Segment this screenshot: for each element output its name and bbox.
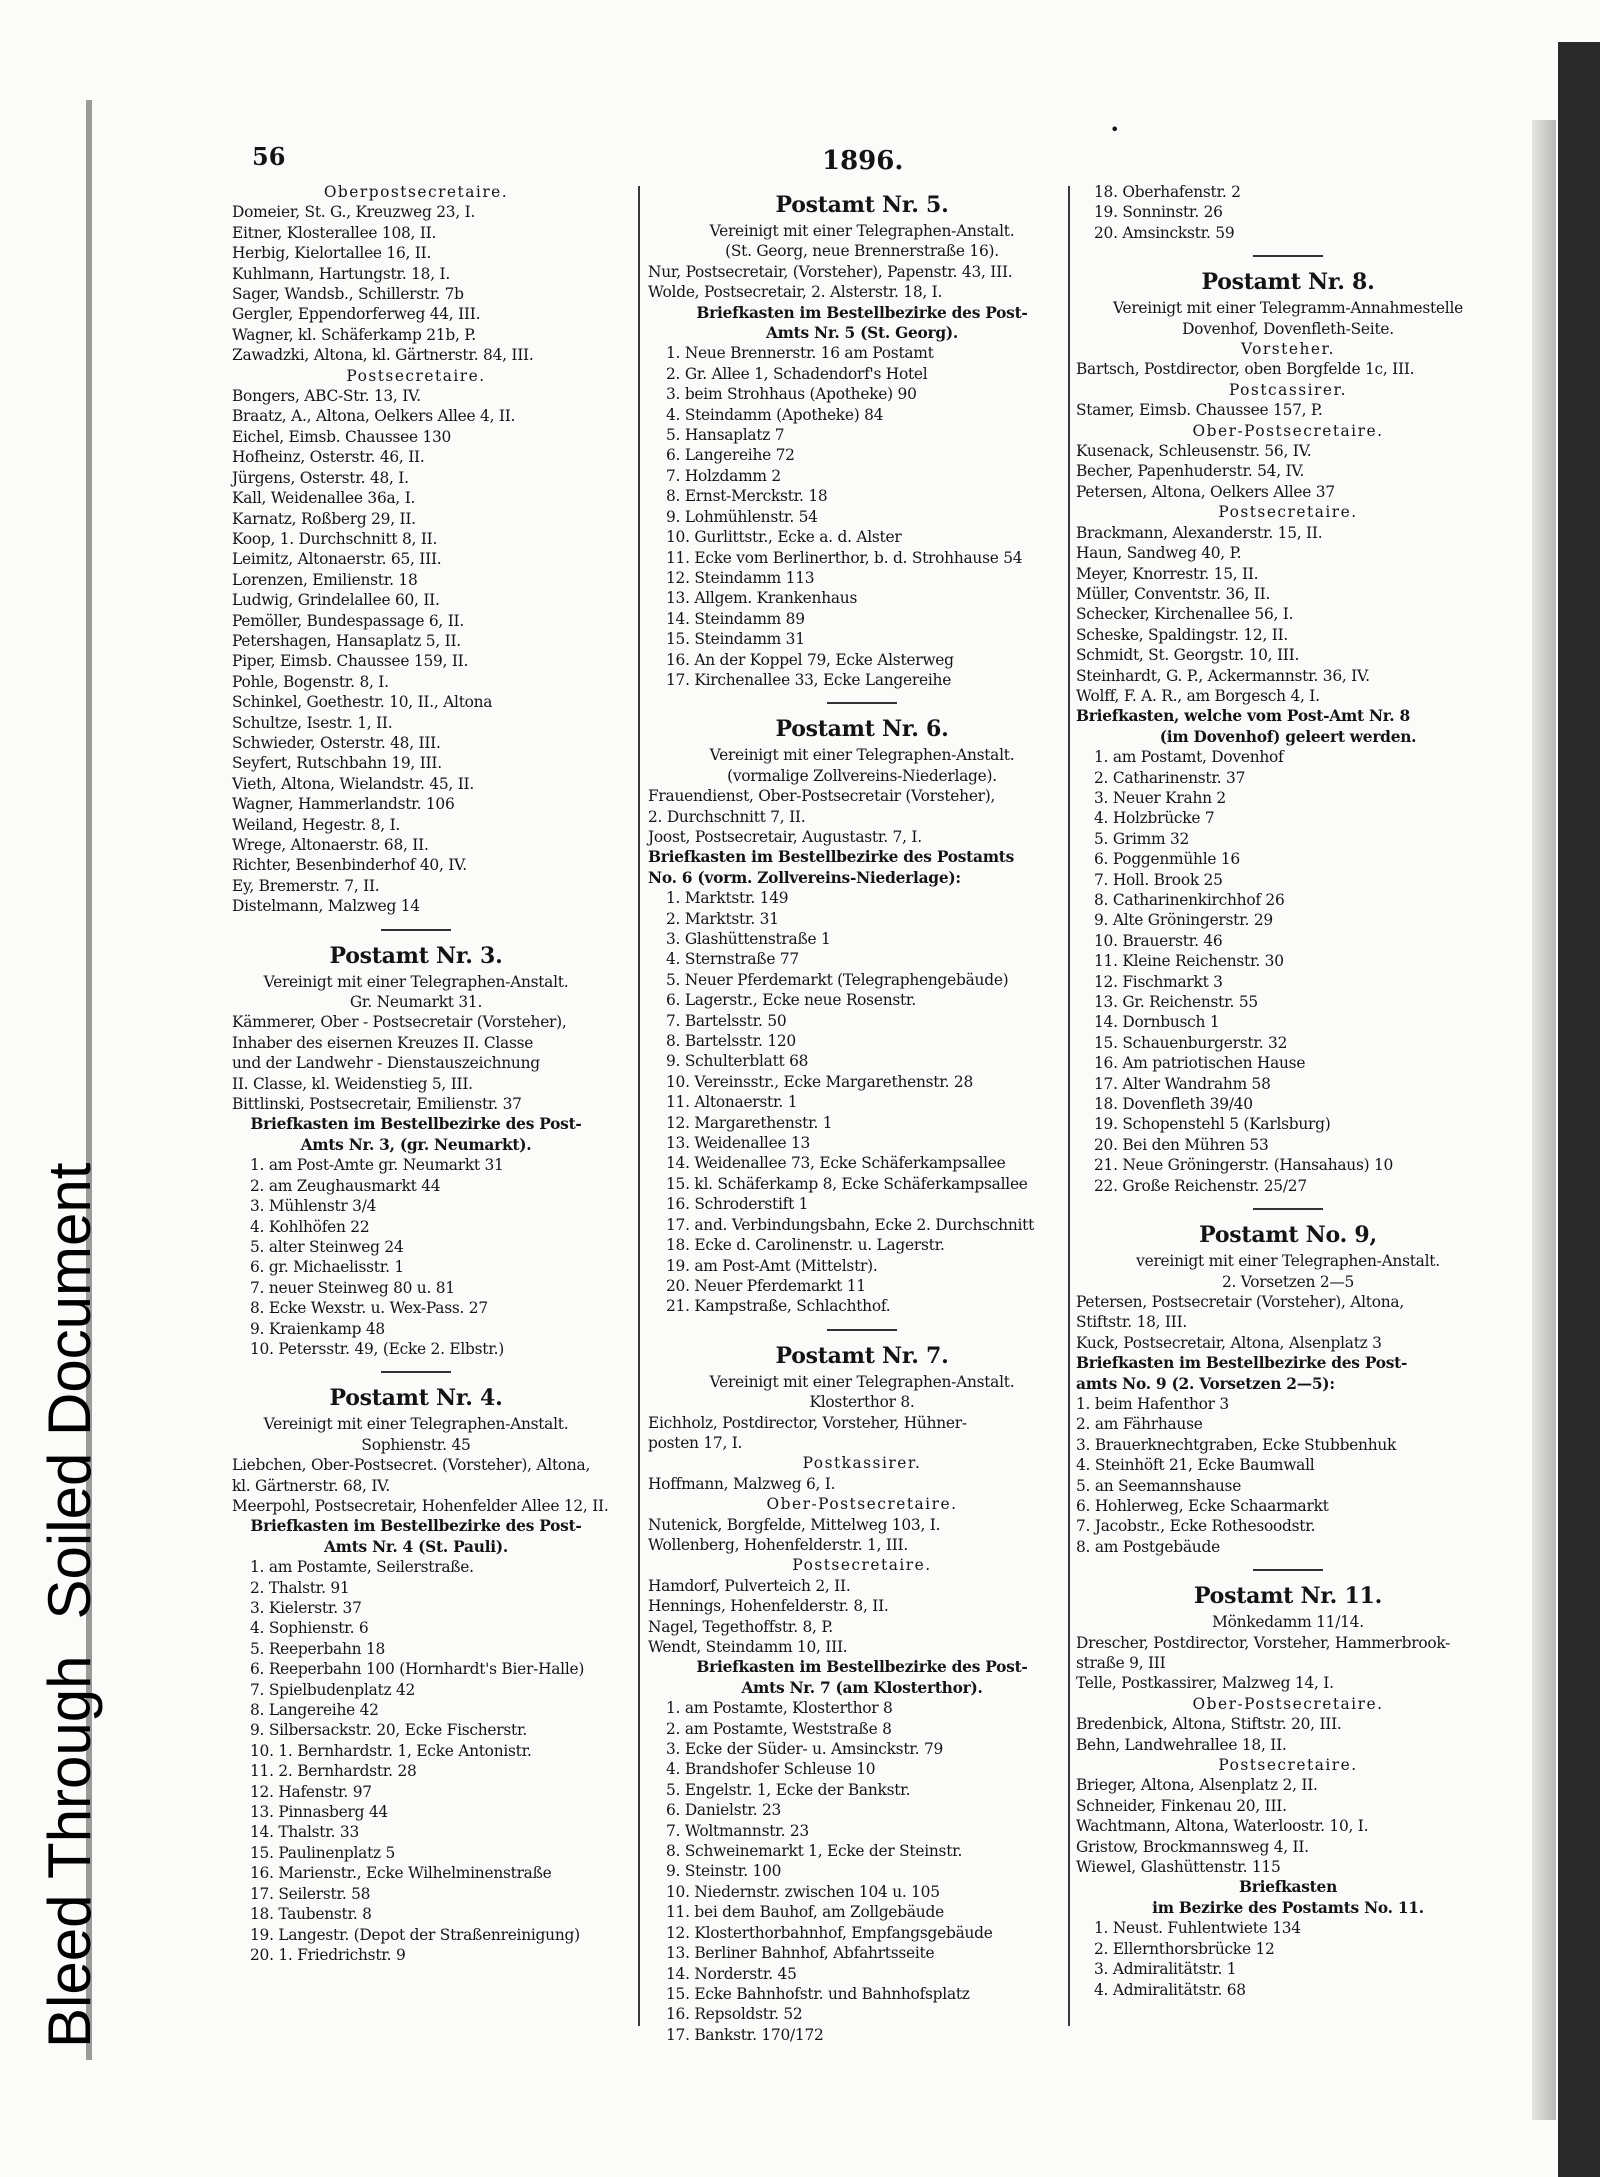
entry-line: Schmidt, St. Georgstr. 10, III. [1076, 646, 1300, 665]
mailbox-entry: 8. Langereihe 42 [250, 1701, 379, 1720]
mailbox-entry: 19. am Post-Amt (Mittelstr). [666, 1256, 878, 1275]
briefkasten-heading: Briefkasten im Bestellbezirke des Post- [1076, 1354, 1408, 1373]
mailbox-entry: 5. Reeperbahn 18 [250, 1639, 386, 1658]
entry-line: Bartsch, Postdirector, oben Borgfelde 1c, III. [1076, 360, 1415, 379]
section-divider [827, 702, 897, 704]
entry-line: Petersen, Altona, Oelkers Allee 37 [1076, 482, 1335, 501]
mailbox-entry: 9. Lohmühlenstr. 54 [666, 507, 818, 526]
mailbox-entry: 14. Weidenallee 73, Ecke Schäferkampsallee [666, 1154, 1006, 1173]
entry-line: Jürgens, Osterstr. 48, I. [232, 468, 409, 487]
mailbox-entry: 16. Am patriotischen Hause [1094, 1054, 1306, 1073]
entry-line: Lorenzen, Emilienstr. 18 [232, 570, 418, 589]
entry-line: straße 9, III [1076, 1654, 1166, 1672]
mailbox-entry: 7. Holl. Brook 25 [1094, 870, 1223, 889]
mailbox-entry: 21. Neue Gröningerstr. (Hansahaus) 10 [1094, 1156, 1394, 1175]
entry-line: Hennings, Hohenfelderstr. 8, II. [648, 1597, 889, 1616]
mailbox-entry: 19. Schopenstehl 5 (Karlsburg) [1094, 1115, 1331, 1134]
entry-line: Petershagen, Hansaplatz 5, II. [232, 631, 461, 650]
entry-line: Kusenack, Schleusenstr. 56, IV. [1076, 442, 1312, 461]
entry-line: Distelmann, Malzweg 14 [232, 897, 420, 916]
section-subheading: Oberpostsecretaire. [323, 183, 509, 201]
briefkasten-heading: Briefkasten im Bestellbezirke des Post- [250, 1115, 582, 1134]
mailbox-entry: 14. Norderstr. 45 [666, 1964, 797, 1983]
mailbox-entry: 7. Bartelsstr. 50 [666, 1011, 787, 1030]
entry-line: Becher, Papenhuderstr. 54, IV. [1076, 462, 1305, 481]
section-subheading: Ober-Postsecretaire. [1192, 1694, 1384, 1713]
mailbox-entry: 12. Steindamm 113 [666, 568, 815, 587]
section-subheading: 2. Vorsetzen 2—5 [1221, 1272, 1355, 1291]
mailbox-entry: 16. Marienstr., Ecke Wilhelminenstraße [250, 1864, 552, 1883]
entry-line: Brackmann, Alexanderstr. 15, II. [1076, 523, 1323, 542]
section-subheading: Vereinigt mit einer Telegraphen-Anstalt. [263, 1415, 569, 1434]
entry-line: Pohle, Bogenstr. 8, I. [232, 672, 389, 691]
briefkasten-heading: im Bezirke des Postamts No. 11. [1152, 1898, 1424, 1917]
section-subheading: Vereinigt mit einer Telegramm-Annahmestelle [1113, 299, 1463, 318]
entry-line: Koop, 1. Durchschnitt 8, II. [232, 529, 438, 548]
entry-line: Domeier, St. G., Kreuzweg 23, I. [232, 203, 476, 222]
mailbox-entry: 7. Holzdamm 2 [666, 466, 781, 485]
entry-line: Herbig, Kielortallee 16, II. [232, 244, 432, 263]
entry-line: Schultze, Isestr. 1, II. [232, 713, 393, 732]
entry-line: Schecker, Kirchenallee 56, I. [1076, 605, 1294, 624]
section-divider [1253, 1569, 1323, 1571]
section-subheading: vereinigt mit einer Telegraphen-Anstalt. [1136, 1252, 1440, 1271]
entry-line: Wiewel, Glashüttenstr. 115 [1076, 1858, 1281, 1877]
entry-line: Inhaber des eisernen Kreuzes II. Classe [232, 1033, 534, 1052]
section-subheading: Postkassirer. [802, 1454, 922, 1473]
entry-line: Pemöller, Bundespassage 6, II. [232, 611, 465, 630]
mailbox-entry: 20. Amsinckstr. 59 [1094, 223, 1235, 242]
mailbox-entry: 12. Margarethenstr. 1 [666, 1113, 833, 1132]
mailbox-entry: 5. Engelstr. 1, Ecke der Bankstr. [666, 1780, 911, 1799]
mailbox-entry: 8. Bartelsstr. 120 [666, 1032, 796, 1051]
briefkasten-heading: Briefkasten im Bestellbezirke des Postamts [648, 848, 1015, 867]
section-subheading: Postsecretaire. [1218, 1756, 1358, 1775]
postamt-heading: Postamt No. 9, [1199, 1222, 1377, 1249]
mailbox-entry: 10. Brauerstr. 46 [1094, 931, 1223, 950]
postamt-heading: Postamt Nr. 3. [329, 942, 503, 969]
mailbox-entry: 15. Steindamm 31 [666, 630, 805, 649]
entry-line: Sager, Wandsb., Schillerstr. 7b [232, 285, 464, 304]
mailbox-entry: 3. Admiralitätstr. 1 [1094, 1960, 1237, 1979]
mailbox-entry: 2. am Zeughausmarkt 44 [250, 1176, 441, 1195]
mailbox-entry: 22. Große Reichenstr. 25/27 [1094, 1176, 1307, 1195]
section-subheading: Postcassirer. [1228, 380, 1348, 399]
section-subheading: Postsecretaire. [346, 366, 486, 385]
mailbox-entry: 3. Kielerstr. 37 [250, 1599, 362, 1617]
section-subheading: Ober-Postsecretaire. [766, 1495, 958, 1514]
entry-line: Richter, Besenbinderhof 40, IV. [232, 856, 467, 875]
entry-line: Brieger, Altona, Alsenplatz 2, II. [1076, 1776, 1318, 1795]
entry-line: Kämmerer, Ober - Postsecretair (Vorsteher), [232, 1013, 567, 1032]
mailbox-entry: 11. bei dem Bauhof, am Zollgebäude [666, 1903, 944, 1922]
briefkasten-heading: amts No. 9 (2. Vorsetzen 2—5): [1076, 1374, 1335, 1393]
entry-line: Meyer, Knorrestr. 15, II. [1076, 564, 1259, 583]
section-subheading: Vereinigt mit einer Telegraphen-Anstalt. [709, 222, 1015, 240]
mailbox-entry: 3. beim Strohhaus (Apotheke) 90 [666, 385, 917, 404]
section-subheading: Mönkedamm 11/14. [1212, 1613, 1364, 1632]
mailbox-entry: 10. Gurlittstr., Ecke a. d. Alster [666, 528, 902, 547]
entry-line: Behn, Landwehrallee 18, II. [1076, 1735, 1287, 1754]
mailbox-entry: 4. Steindamm (Apotheke) 84 [666, 405, 884, 424]
entry-line: kl. Gärtnerstr. 68, IV. [232, 1476, 390, 1495]
briefkasten-heading: Briefkasten im Bestellbezirke des Post- [696, 303, 1028, 322]
mailbox-entry: 2. Thalstr. 91 [250, 1578, 350, 1597]
mailbox-entry: 3. Glashüttenstraße 1 [666, 930, 831, 948]
mailbox-entry: 14. Dornbusch 1 [1094, 1013, 1220, 1032]
mailbox-entry: 7. neuer Steinweg 80 u. 81 [250, 1278, 455, 1297]
mailbox-entry: 9. Silbersackstr. 20, Ecke Fischerstr. [250, 1721, 528, 1740]
mailbox-entry: 14. Steindamm 89 [666, 609, 805, 628]
entry-line: 5. an Seemannshause [1076, 1476, 1242, 1495]
mailbox-entry: 18. Oberhafenstr. 2 [1094, 183, 1241, 201]
entry-line: 8. am Postgebäude [1076, 1537, 1220, 1556]
mailbox-entry: 6. Danielstr. 23 [666, 1801, 782, 1820]
mailbox-entry: 17. Alter Wandrahm 58 [1094, 1074, 1271, 1093]
entry-line: Zawadzki, Altona, kl. Gärtnerstr. 84, III. [232, 346, 534, 365]
briefkasten-heading: Briefkasten [1238, 1878, 1338, 1897]
mailbox-entry: 10. Petersstr. 49, (Ecke 2. Elbstr.) [250, 1339, 505, 1358]
entry-line: Bongers, ABC-Str. 13, IV. [232, 387, 421, 406]
mailbox-entry: 12. Fischmarkt 3 [1094, 972, 1223, 991]
entry-line: Weiland, Hegestr. 8, I. [232, 815, 401, 834]
mailbox-entry: 5. alter Steinweg 24 [250, 1237, 404, 1256]
mailbox-entry: 1. am Postamte, Klosterthor 8 [666, 1699, 893, 1718]
briefkasten-heading: Briefkasten, welche vom Post-Amt Nr. 8 [1076, 707, 1410, 726]
side-stamp-bleed-through: Bleed Through [36, 1655, 103, 2048]
entry-line: Hoffmann, Malzweg 6, I. [648, 1474, 836, 1493]
text-column-middle [648, 182, 1076, 2045]
mailbox-entry: 11. Ecke vom Berlinerthor, b. d. Strohhause 54 [666, 548, 1023, 567]
entry-line: Scheske, Spaldingstr. 12, II. [1076, 625, 1289, 644]
entry-line: Frauendienst, Ober-Postsecretair (Vorsteher), [648, 787, 996, 806]
entry-line: und der Landwehr - Dienstauszeichnung [232, 1054, 540, 1073]
mailbox-entry: 8. Catharinenkirchhof 26 [1094, 891, 1285, 909]
mailbox-entry: 7. Spielbudenplatz 42 [250, 1680, 416, 1699]
mailbox-entry: 15. Schauenburgerstr. 32 [1094, 1033, 1288, 1052]
column-divider-left [638, 186, 640, 2026]
entry-line: Wolde, Postsecretair, 2. Alsterstr. 18, I. [648, 283, 943, 302]
briefkasten-heading: Amts Nr. 7 (am Klosterthor). [741, 1678, 983, 1697]
briefkasten-heading: Briefkasten im Bestellbezirke des Post- [696, 1658, 1028, 1677]
postamt-heading: Postamt Nr. 7. [775, 1342, 949, 1369]
section-subheading: Vereinigt mit einer Telegraphen-Anstalt. [709, 1372, 1015, 1391]
section-divider [381, 1371, 451, 1373]
mailbox-entry: 4. Kohlhöfen 22 [250, 1217, 370, 1236]
section-subheading: Klosterthor 8. [809, 1393, 915, 1412]
mailbox-entry: 1. am Postamt, Dovenhof [1094, 748, 1284, 767]
mailbox-entry: 11. Kleine Reichenstr. 30 [1094, 952, 1284, 971]
section-subheading: Vereinigt mit einer Telegraphen-Anstalt. [709, 746, 1015, 765]
section-subheading: Ober-Postsecretaire. [1192, 421, 1384, 440]
mailbox-entry: 16. Schroderstift 1 [666, 1195, 809, 1214]
entry-line: Eitner, Klosterallee 108, II. [232, 223, 437, 242]
mailbox-entry: 1. Marktstr. 149 [666, 889, 789, 908]
mailbox-entry: 4. Sternstraße 77 [666, 950, 799, 969]
entry-line: Petersen, Postsecretair (Vorsteher), Altona, [1076, 1292, 1404, 1311]
mailbox-entry: 10. Vereinsstr., Ecke Margarethenstr. 28 [666, 1072, 974, 1091]
entry-line: Wollenberg, Hohenfelderstr. 1, III. [648, 1535, 909, 1554]
section-divider [1253, 1208, 1323, 1210]
section-divider [1253, 255, 1323, 257]
mailbox-entry: 1. am Postamte, Seilerstraße. [250, 1558, 474, 1577]
mailbox-entry: 11. Altonaerstr. 1 [666, 1093, 798, 1112]
section-divider [381, 929, 451, 931]
mailbox-entry: 3. Ecke der Süder- u. Amsinckstr. 79 [666, 1740, 944, 1759]
entry-line: Wagner, kl. Schäferkamp 21b, P. [232, 325, 476, 344]
mailbox-entry: 10. 1. Bernhardstr. 1, Ecke Antonistr. [250, 1741, 532, 1760]
entry-line: Gergler, Eppendorferweg 44, III. [232, 305, 481, 324]
entry-line: Schinkel, Goethestr. 10, II., Altona [232, 693, 493, 712]
entry-line: Wachtmann, Altona, Waterloostr. 10, I. [1076, 1817, 1369, 1836]
mailbox-entry: 8. Ecke Wexstr. u. Wex-Pass. 27 [250, 1299, 488, 1318]
briefkasten-heading: No. 6 (vorm. Zollvereins-Niederlage): [648, 868, 961, 887]
mailbox-entry: 14. Thalstr. 33 [250, 1823, 360, 1842]
mailbox-entry: 13. Allgem. Krankenhaus [666, 589, 858, 608]
mailbox-entry: 3. Neuer Krahn 2 [1094, 788, 1226, 807]
mailbox-entry: 3. Mühlenstr 3/4 [250, 1197, 377, 1216]
mailbox-entry: 4. Sophienstr. 6 [250, 1619, 369, 1638]
mailbox-entry: 18. Dovenfleth 39/40 [1094, 1095, 1253, 1114]
section-subheading: Postsecretaire. [792, 1556, 932, 1575]
mailbox-entry: 10. Niedernstr. zwischen 104 u. 105 [666, 1882, 940, 1901]
mailbox-entry: 13. Weidenallee 13 [666, 1134, 811, 1153]
entry-line: Bredenbick, Altona, Stiftstr. 20, III. [1076, 1715, 1342, 1734]
entry-line: Wagner, Hammerlandstr. 106 [232, 795, 455, 814]
entry-line: Drescher, Postdirector, Vorsteher, Hammerbrook- [1076, 1633, 1451, 1652]
mailbox-entry: 19. Langestr. (Depot der Straßenreinigung) [250, 1925, 580, 1944]
entry-line: Ey, Bremerstr. 7, II. [232, 876, 380, 895]
entry-line: Leimitz, Altonaerstr. 65, III. [232, 550, 442, 569]
mailbox-entry: 5. Neuer Pferdemarkt (Telegraphengebäude) [666, 970, 1009, 989]
section-subheading: (vormalige Zollvereins-Niederlage). [727, 766, 997, 785]
mailbox-entry: 6. Lagerstr., Ecke neue Rosenstr. [666, 991, 916, 1010]
entry-line: Vieth, Altona, Wielandstr. 45, II. [232, 774, 475, 793]
mailbox-entry: 1. am Post-Amte gr. Neumarkt 31 [250, 1156, 504, 1175]
mailbox-entry: 13. Gr. Reichenstr. 55 [1094, 993, 1258, 1012]
mailbox-entry: 21. Kampstraße, Schlachthof. [666, 1297, 891, 1316]
entry-line: Telle, Postkassirer, Malzweg 14, I. [1076, 1674, 1334, 1693]
entry-line: Nur, Postsecretair, (Vorsteher), Papenstr. 43, III. [648, 262, 1013, 281]
briefkasten-heading: (im Dovenhof) geleert werden. [1159, 727, 1417, 746]
mailbox-entry: 1. Neust. Fuhlentwiete 134 [1094, 1919, 1301, 1938]
entry-line: Eichholz, Postdirector, Vorsteher, Hühner- [648, 1413, 967, 1432]
section-subheading: Vorsteher. [1240, 340, 1336, 359]
mailbox-entry: 6. Langereihe 72 [666, 446, 795, 465]
mailbox-entry: 4. Holzbrücke 7 [1094, 809, 1215, 828]
mailbox-entry: 19. Sonninstr. 26 [1094, 203, 1223, 222]
entry-line: Nagel, Tegethoffstr. 8, P. [648, 1617, 833, 1636]
section-divider [827, 1329, 897, 1331]
entry-line: Wrege, Altonaerstr. 68, II. [232, 836, 429, 854]
mailbox-entry: 8. Schweinemarkt 1, Ecke der Steinstr. [666, 1842, 963, 1861]
section-subheading: Postsecretaire. [1218, 503, 1358, 522]
mailbox-entry: 15. kl. Schäferkamp 8, Ecke Schäferkampsallee [666, 1174, 1028, 1193]
postamt-heading: Postamt Nr. 11. [1193, 1583, 1383, 1610]
mailbox-entry: 9. Schulterblatt 68 [666, 1052, 809, 1071]
entry-line: Braatz, A., Altona, Oelkers Allee 4, II. [232, 407, 516, 426]
mailbox-entry: 9. Kraienkamp 48 [250, 1319, 385, 1338]
entry-line: Wendt, Steindamm 10, III. [648, 1638, 848, 1656]
entry-line: 2. am Fährhause [1076, 1415, 1203, 1434]
entry-line: 4. Steinhöft 21, Ecke Baumwall [1076, 1456, 1315, 1475]
mailbox-entry: 5. Hansaplatz 7 [666, 426, 785, 445]
mailbox-entry: 17. Kirchenallee 33, Ecke Langereihe [666, 670, 952, 689]
mailbox-entry: 12. Klosterthorbahnhof, Empfangsgebäude [666, 1923, 993, 1942]
mailbox-entry: 20. 1. Friedrichstr. 9 [250, 1945, 406, 1964]
mailbox-entry: 16. An der Koppel 79, Ecke Alsterweg [666, 650, 954, 669]
mailbox-entry: 2. Gr. Allee 1, Schadendorf's Hotel [666, 364, 928, 383]
entry-line: Liebchen, Ober-Postsecret. (Vorsteher), Altona, [232, 1456, 591, 1475]
entry-line: Meerpohl, Postsecretair, Hohenfelder Allee 12, II. [232, 1496, 609, 1515]
mailbox-entry: 2. am Postamte, Weststraße 8 [666, 1719, 892, 1738]
mailbox-entry: 9. Steinstr. 100 [666, 1862, 782, 1881]
mailbox-entry: 16. Repsoldstr. 52 [666, 2005, 803, 2024]
mailbox-entry: 9. Alte Gröningerstr. 29 [1094, 911, 1273, 930]
entry-line: 2. Durchschnitt 7, II. [648, 807, 806, 826]
mailbox-entry: 2. Marktstr. 31 [666, 909, 779, 928]
mailbox-entry: 5. Grimm 32 [1094, 829, 1190, 848]
entry-line: Bittlinski, Postsecretair, Emilienstr. 37 [232, 1095, 522, 1114]
entry-line: Steinhardt, G. P., Ackermannstr. 36, IV. [1076, 666, 1370, 685]
briefkasten-heading: Amts Nr. 4 (St. Pauli). [323, 1537, 509, 1556]
postamt-heading: Postamt Nr. 8. [1201, 269, 1375, 296]
entry-line: Eichel, Eimsb. Chaussee 130 [232, 427, 452, 446]
mailbox-entry: 17. and. Verbindungsbahn, Ecke 2. Durchschnitt [666, 1215, 1035, 1234]
entry-line: Wolff, F. A. R., am Borgesch 4, I. [1076, 686, 1320, 705]
section-subheading: Sophienstr. 45 [361, 1435, 471, 1454]
entry-line: 6. Hohlerweg, Ecke Schaarmarkt [1076, 1496, 1329, 1515]
postamt-heading: Postamt Nr. 6. [775, 716, 949, 743]
mailbox-entry: 7. Woltmannstr. 23 [666, 1821, 809, 1840]
entry-line: Ludwig, Grindelallee 60, II. [232, 591, 440, 610]
entry-line: Karnatz, Roßberg 29, II. [232, 509, 416, 528]
entry-line: Hamdorf, Pulverteich 2, II. [648, 1576, 851, 1595]
entry-line: Hofheinz, Osterstr. 46, II. [232, 448, 425, 467]
text-column-left [232, 182, 609, 1965]
entry-line: Schneider, Finkenau 20, III. [1076, 1796, 1287, 1815]
mailbox-entry: 11. 2. Bernhardstr. 28 [250, 1762, 417, 1781]
mailbox-entry: 20. Neuer Pferdemarkt 11 [666, 1276, 866, 1295]
mailbox-entry: 17. Bankstr. 170/172 [666, 2025, 824, 2044]
briefkasten-heading: Briefkasten im Bestellbezirke des Post- [250, 1517, 582, 1536]
mailbox-entry: 2. Ellernthorsbrücke 12 [1094, 1939, 1275, 1958]
entry-line: II. Classe, kl. Weidenstieg 5, III. [232, 1074, 473, 1093]
entry-line: Schwieder, Osterstr. 48, III. [232, 733, 441, 752]
entry-line: Haun, Sandweg 40, P. [1076, 544, 1242, 563]
page-year: 1896. [822, 146, 904, 176]
entry-line: Nutenick, Borgfelde, Mittelweg 103, I. [648, 1515, 941, 1534]
postamt-heading: Postamt Nr. 5. [775, 192, 949, 218]
mailbox-entry: 8. Ernst-Merckstr. 18 [666, 487, 828, 506]
entry-line: Gristow, Brockmannsweg 4, II. [1076, 1837, 1309, 1856]
mailbox-entry: 4. Admiralitätstr. 68 [1094, 1980, 1246, 1999]
entry-line: 7. Jacobstr., Ecke Rothesoodstr. [1076, 1517, 1316, 1536]
entry-line: Stamer, Eimsb. Chaussee 157, P. [1076, 401, 1323, 420]
section-subheading: (St. Georg, neue Brennerstraße 16). [725, 242, 999, 261]
page-gutter-shadow [1532, 120, 1556, 2120]
mailbox-entry: 15. Ecke Bahnhofstr. und Bahnhofsplatz [666, 1984, 970, 2003]
section-subheading: Dovenhof, Dovenfleth-Seite. [1182, 319, 1394, 338]
mailbox-entry: 6. gr. Michaelisstr. 1 [250, 1258, 404, 1277]
briefkasten-heading: Amts Nr. 3, (gr. Neumarkt). [300, 1135, 532, 1154]
entry-line: Piper, Eimsb. Chaussee 159, II. [232, 652, 469, 671]
mailbox-entry: 13. Pinnasberg 44 [250, 1803, 388, 1822]
section-subheading: Vereinigt mit einer Telegraphen-Anstalt. [263, 972, 569, 991]
entry-line: Joost, Postsecretair, Augustastr. 7, I. [648, 827, 922, 846]
page-number: 56 [252, 142, 286, 171]
postamt-heading: Postamt Nr. 4. [329, 1385, 503, 1412]
mailbox-entry: 2. Catharinenstr. 37 [1094, 768, 1246, 787]
mailbox-entry: 20. Bei den Mühren 53 [1094, 1135, 1269, 1154]
mailbox-entry: 1. Neue Brennerstr. 16 am Postamt [666, 344, 934, 363]
text-column-right [1076, 182, 1500, 2000]
entry-line: Kall, Weidenallee 36a, I. [232, 489, 416, 508]
mailbox-entry: 18. Ecke d. Carolinenstr. u. Lagerstr. [666, 1236, 945, 1255]
entry-line: Seyfert, Rutschbahn 19, III. [232, 754, 442, 773]
side-stamp-soiled-document: Soiled Document [36, 1162, 103, 1620]
mailbox-entry: 15. Paulinenplatz 5 [250, 1843, 396, 1862]
entry-line: 3. Brauerknechtgraben, Ecke Stubbenhuk [1076, 1435, 1397, 1454]
mailbox-entry: 17. Seilerstr. 58 [250, 1884, 371, 1903]
entry-line: Kuck, Postsecretair, Altona, Alsenplatz 3 [1076, 1333, 1382, 1352]
mailbox-entry: 4. Brandshofer Schleuse 10 [666, 1760, 876, 1779]
mailbox-entry: 12. Hafenstr. 97 [250, 1782, 372, 1801]
ink-dot: • [1110, 120, 1120, 139]
section-subheading: Gr. Neumarkt 31. [349, 993, 483, 1012]
mailbox-entry: 13. Berliner Bahnhof, Abfahrtsseite [666, 1944, 935, 1963]
briefkasten-heading: Amts Nr. 5 (St. Georg). [765, 324, 959, 343]
entry-line: Müller, Conventstr. 36, II. [1076, 584, 1271, 603]
mailbox-entry: 6. Reeperbahn 100 (Hornhardt's Bier-Halle) [250, 1660, 585, 1679]
side-stamp [38, 88, 102, 2048]
entry-line: posten 17, I. [648, 1433, 743, 1452]
scan-edge-bar [1558, 42, 1600, 2177]
entry-line: Stiftstr. 18, III. [1076, 1313, 1188, 1332]
entry-line: Kuhlmann, Hartungstr. 18, I. [232, 264, 450, 283]
mailbox-entry: 18. Taubenstr. 8 [250, 1905, 372, 1924]
mailbox-entry: 6. Poggenmühle 16 [1094, 850, 1240, 869]
entry-line: 1. beim Hafenthor 3 [1076, 1394, 1229, 1413]
